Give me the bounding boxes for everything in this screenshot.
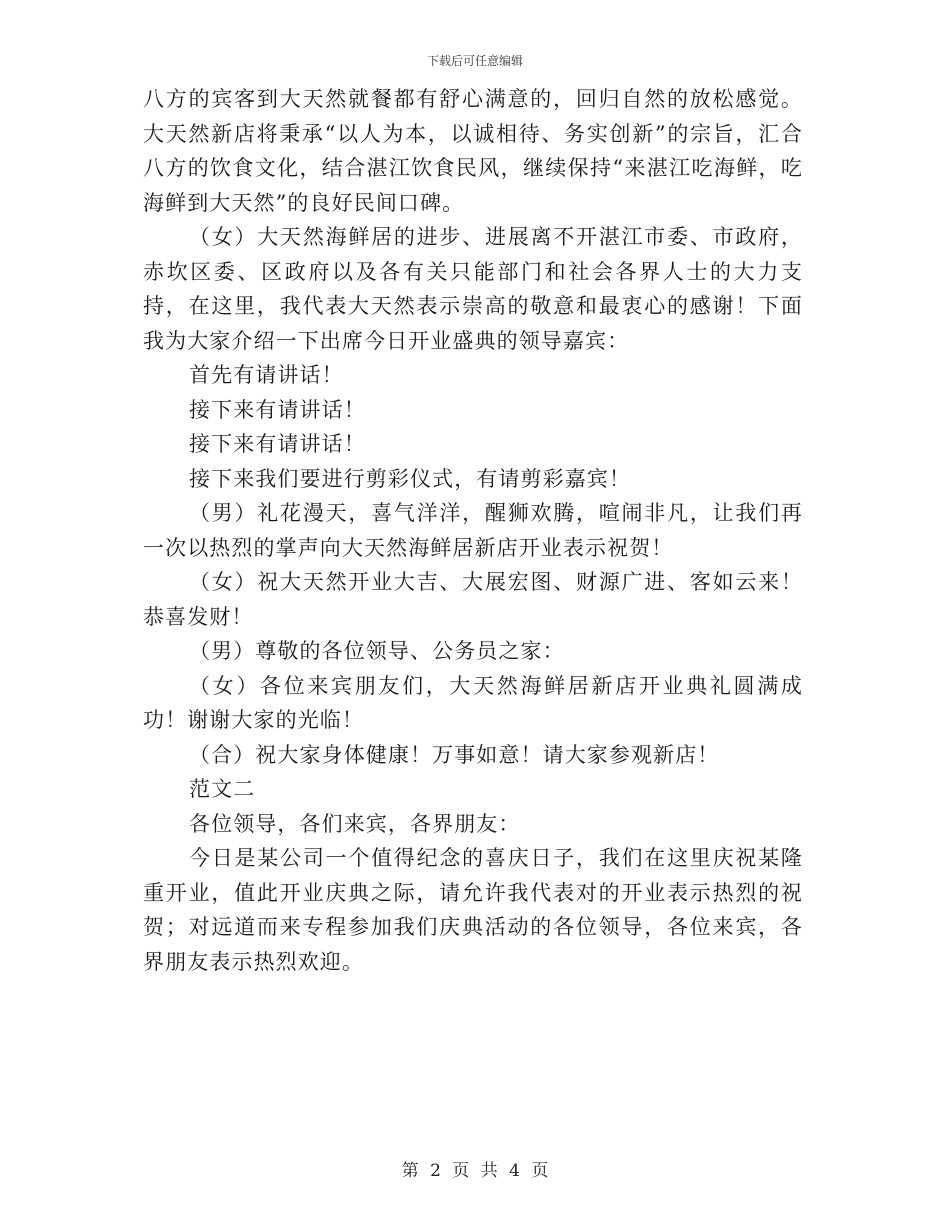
paragraph: （男）尊敬的各位领导、公务员之家： — [189, 639, 565, 663]
paragraph: （女）大天然海鲜居的进步、进展离不开湛江市委、市政府，赤坎区委、区政府以及各有关只能部门和社会各界人士的大力支持，在这里，我代表大天然表示崇高的敬意和最衷心的感谢！下面我为大家介绍一下出席今日开业盛典的领导嘉宾： — [143, 225, 803, 353]
document-body — [143, 82, 803, 979]
page-header: 下载后可任意编辑 — [426, 54, 523, 68]
paragraph: （女）祝大天然开业大吉、大展宏图、财源广进、客如云来！恭喜发财！ — [143, 570, 803, 629]
paragraph: （男）礼花漫天，喜气洋洋，醒狮欢腾，喧闹非凡，让我们再一次以热烈的掌声向大天然海鲜居新店开业表示祝贺！ — [143, 501, 803, 560]
paragraph: （女）各位来宾朋友们，大天然海鲜居新店开业典礼圆满成功！谢谢大家的光临！ — [143, 673, 803, 732]
salutation: 各位领导，各们来宾，各界朋友： — [189, 811, 521, 836]
paragraph: 接下来有请讲话！ — [189, 397, 366, 422]
paragraph: 接下来我们要进行剪彩仪式，有请剪彩嘉宾！ — [189, 466, 631, 491]
paragraph: 接下来有请讲话！ — [189, 432, 366, 456]
section-heading: 范文二 — [189, 777, 256, 801]
page-footer: 第 2 页 共 4 页 — [401, 1161, 549, 1181]
paragraph: 今日是某公司一个值得纪念的喜庆日子，我们在这里庆祝某隆重开业，值此开业庆典之际，请允许我代表对的开业表示热烈的祝贺；对远道而来专程参加我们庆典活动的各位领导，各位来宾，各界朋友表示热烈欢迎。 — [143, 846, 803, 974]
paragraph: 首先有请讲话！ — [189, 363, 344, 387]
paragraph: （合）祝大家身体健康！万事如意！请大家参观新店！ — [189, 742, 720, 767]
paragraph: 八方的宾客到大天然就餐都有舒心满意的，回归自然的放松感觉。大天然新店将秉承“以人为本，以诚相待、务实创新”的宗旨，汇合八方的饮食文化，结合湛江饮食民风，继续保持“来湛江吃海鲜，吃海鲜到大天然”的良好民间口碑。 — [143, 87, 803, 215]
